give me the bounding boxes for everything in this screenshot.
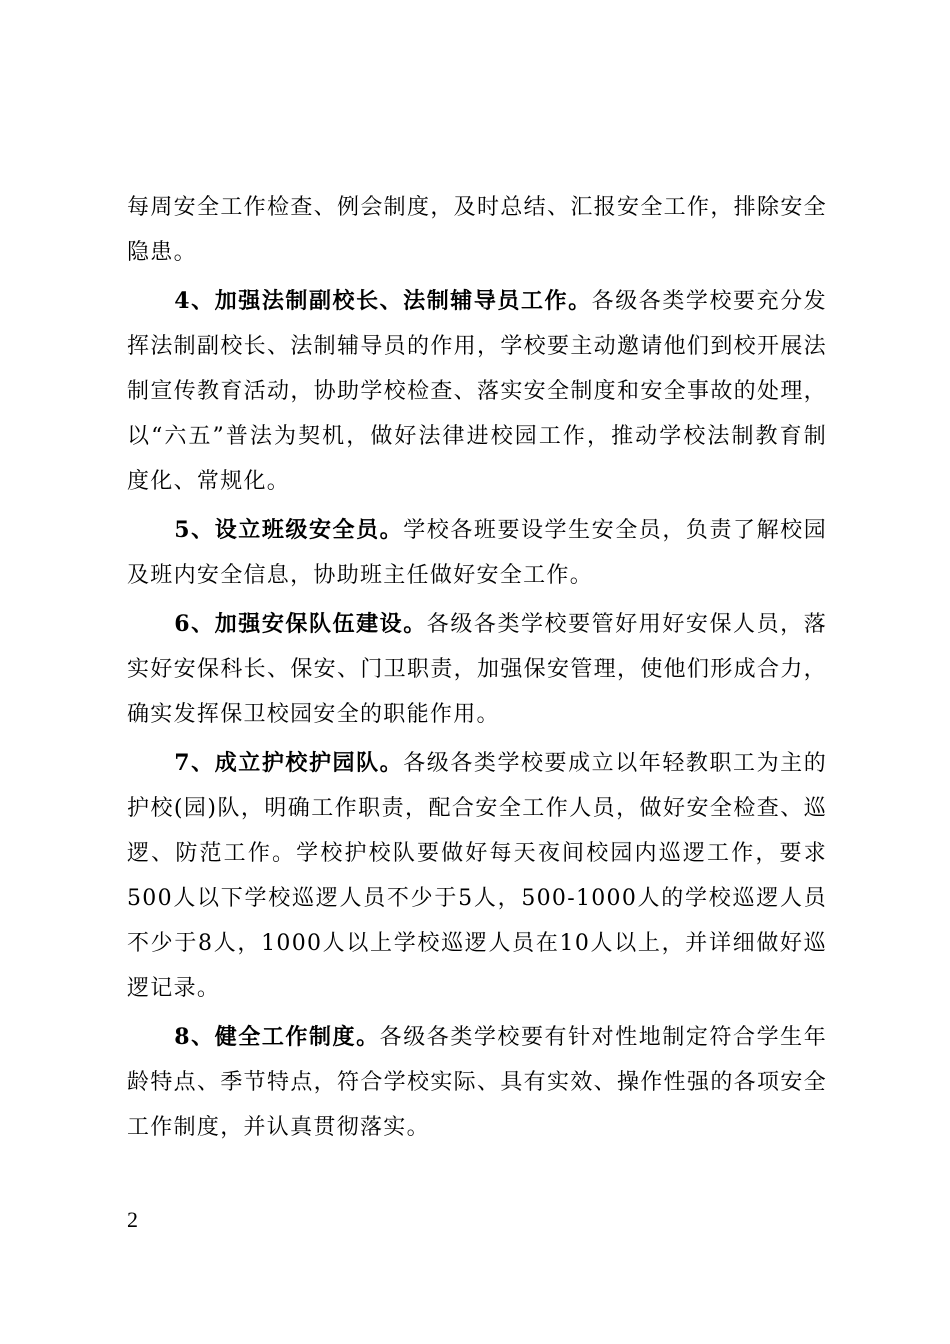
paragraph-text: 各级各类学校要成立以年轻教职工为主的护校(园)队，明确工作职责，配合安全工作人员，做好安全检查、巡逻、防范工作。学校护校队要做好每天夜间校园内巡逻工作，要求500人以下学校巡逻人员不少于5人，500-1000人的学校巡逻人员不少于8人，1000人以上学校巡逻人员在10人以上，并详细做好巡逻记录。 <box>127 751 828 1001</box>
paragraph-text: 各级各类学校要有针对性地制定符合学生年龄特点、季节特点，符合学校实际、具有实效、操作性强的各项安全工作制度，并认真贯彻落实。 <box>127 1025 827 1140</box>
paragraph-text: 学校各班要设学生安全员，负责了解校园及班内安全信息，协助班主任做好安全工作。 <box>127 518 828 588</box>
document-body <box>127 185 827 1154</box>
paragraph-continuation <box>127 185 827 275</box>
paragraph-heading: 5、设立班级安全员。 <box>174 517 404 543</box>
paragraph-text: 每周安全工作检查、例会制度，及时总结、汇报安全工作，排除安全隐患。 <box>127 195 827 265</box>
paragraph-item-4 <box>127 279 827 504</box>
paragraph-text: 各级各类学校要管好用好安保人员，落实好安保科长、保安、门卫职责，加强保安管理，使他们形成合力，确实发挥保卫校园安全的职能作用。 <box>127 612 828 727</box>
paragraph-heading: 8、健全工作制度。 <box>174 1024 380 1050</box>
page-number: 2 <box>127 1207 138 1232</box>
paragraph-item-7 <box>127 741 827 1011</box>
paragraph-heading: 4、加强法制副校长、法制辅导员工作。 <box>174 288 592 314</box>
paragraph-item-5 <box>127 508 827 598</box>
paragraph-item-6 <box>127 602 827 737</box>
paragraph-heading: 6、加强安保队伍建设。 <box>174 611 427 637</box>
paragraph-item-8 <box>127 1015 827 1150</box>
paragraph-text: 各级各类学校要充分发挥法制副校长、法制辅导员的作用，学校要主动邀请他们到校开展法制宣传教育活动，协助学校检查、落实安全制度和安全事故的处理，以“六五”普法为契机，做好法律进校园工作，推动学校法制教育制度化、常规化。 <box>127 289 827 494</box>
paragraph-heading: 7、成立护校护园队。 <box>174 750 404 776</box>
